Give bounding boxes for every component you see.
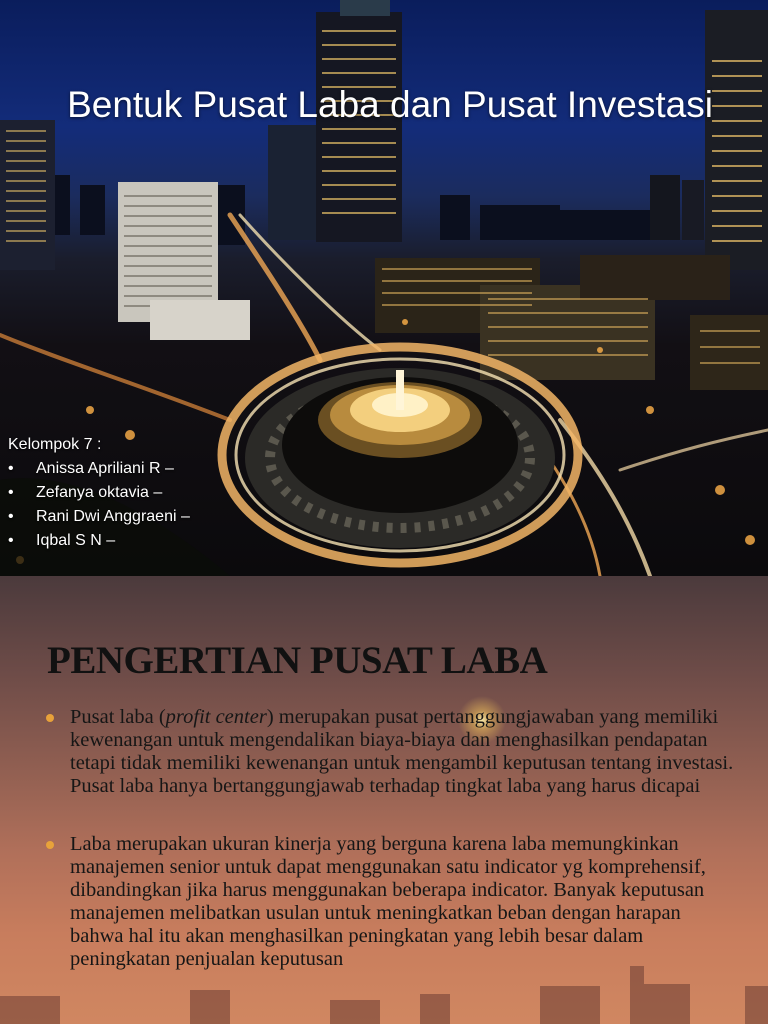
bullet-text: ) merupakan pusat pertanggungjawaban yang memiliki kewenangan untuk mengendalikan biaya-biaya dan menghasilkan pendapatan tetapi tidak memiliki kewenangan untuk mengambil keputusan tentang investasi. Pusat laba hanya bertanggungjawab terhadap tingkat laba yang harus dicapai: [70, 706, 734, 797]
bullet-text: Laba merupakan ukuran kinerja yang berguna karena laba memungkinkan manajemen senior untuk dapat menggunakan satu indicator yg komprehensif, dibandingkan jika harus menggunakan beberapa indicator. Banyak keputusan manajemen melibatkan usulan untuk meningkatkan beban dengan harapan bahwa hal itu akan menghasilkan peningkatan yang lebih besar dalam peningkatan penjualan keputusan: [70, 833, 706, 970]
member-item: • Zefanya oktavia –: [8, 481, 190, 505]
group-members: [8, 433, 190, 553]
member-item: • Anissa Apriliani R –: [8, 457, 190, 481]
group-label: Kelompok 7 :: [8, 436, 102, 453]
bullet-dot-icon: [46, 841, 54, 849]
slide-title: Bentuk Pusat Laba dan Pusat Investasi: [67, 84, 713, 125]
slide-heading: PENGERTIAN PUSAT LABA: [47, 639, 548, 682]
member-item: • Rani Dwi Anggraeni –: [8, 505, 190, 529]
bullet-point: [46, 706, 736, 798]
member-list: [8, 457, 190, 553]
bullet-dot-icon: [46, 714, 54, 722]
bullet-list: [46, 706, 736, 1006]
bullet-point: [46, 833, 736, 971]
bullet-text: Pusat laba (: [70, 706, 166, 728]
member-item: • Iqbal S N –: [8, 529, 190, 553]
definition-slide: [0, 576, 768, 1024]
bullet-italic-term: profit center: [165, 706, 267, 728]
